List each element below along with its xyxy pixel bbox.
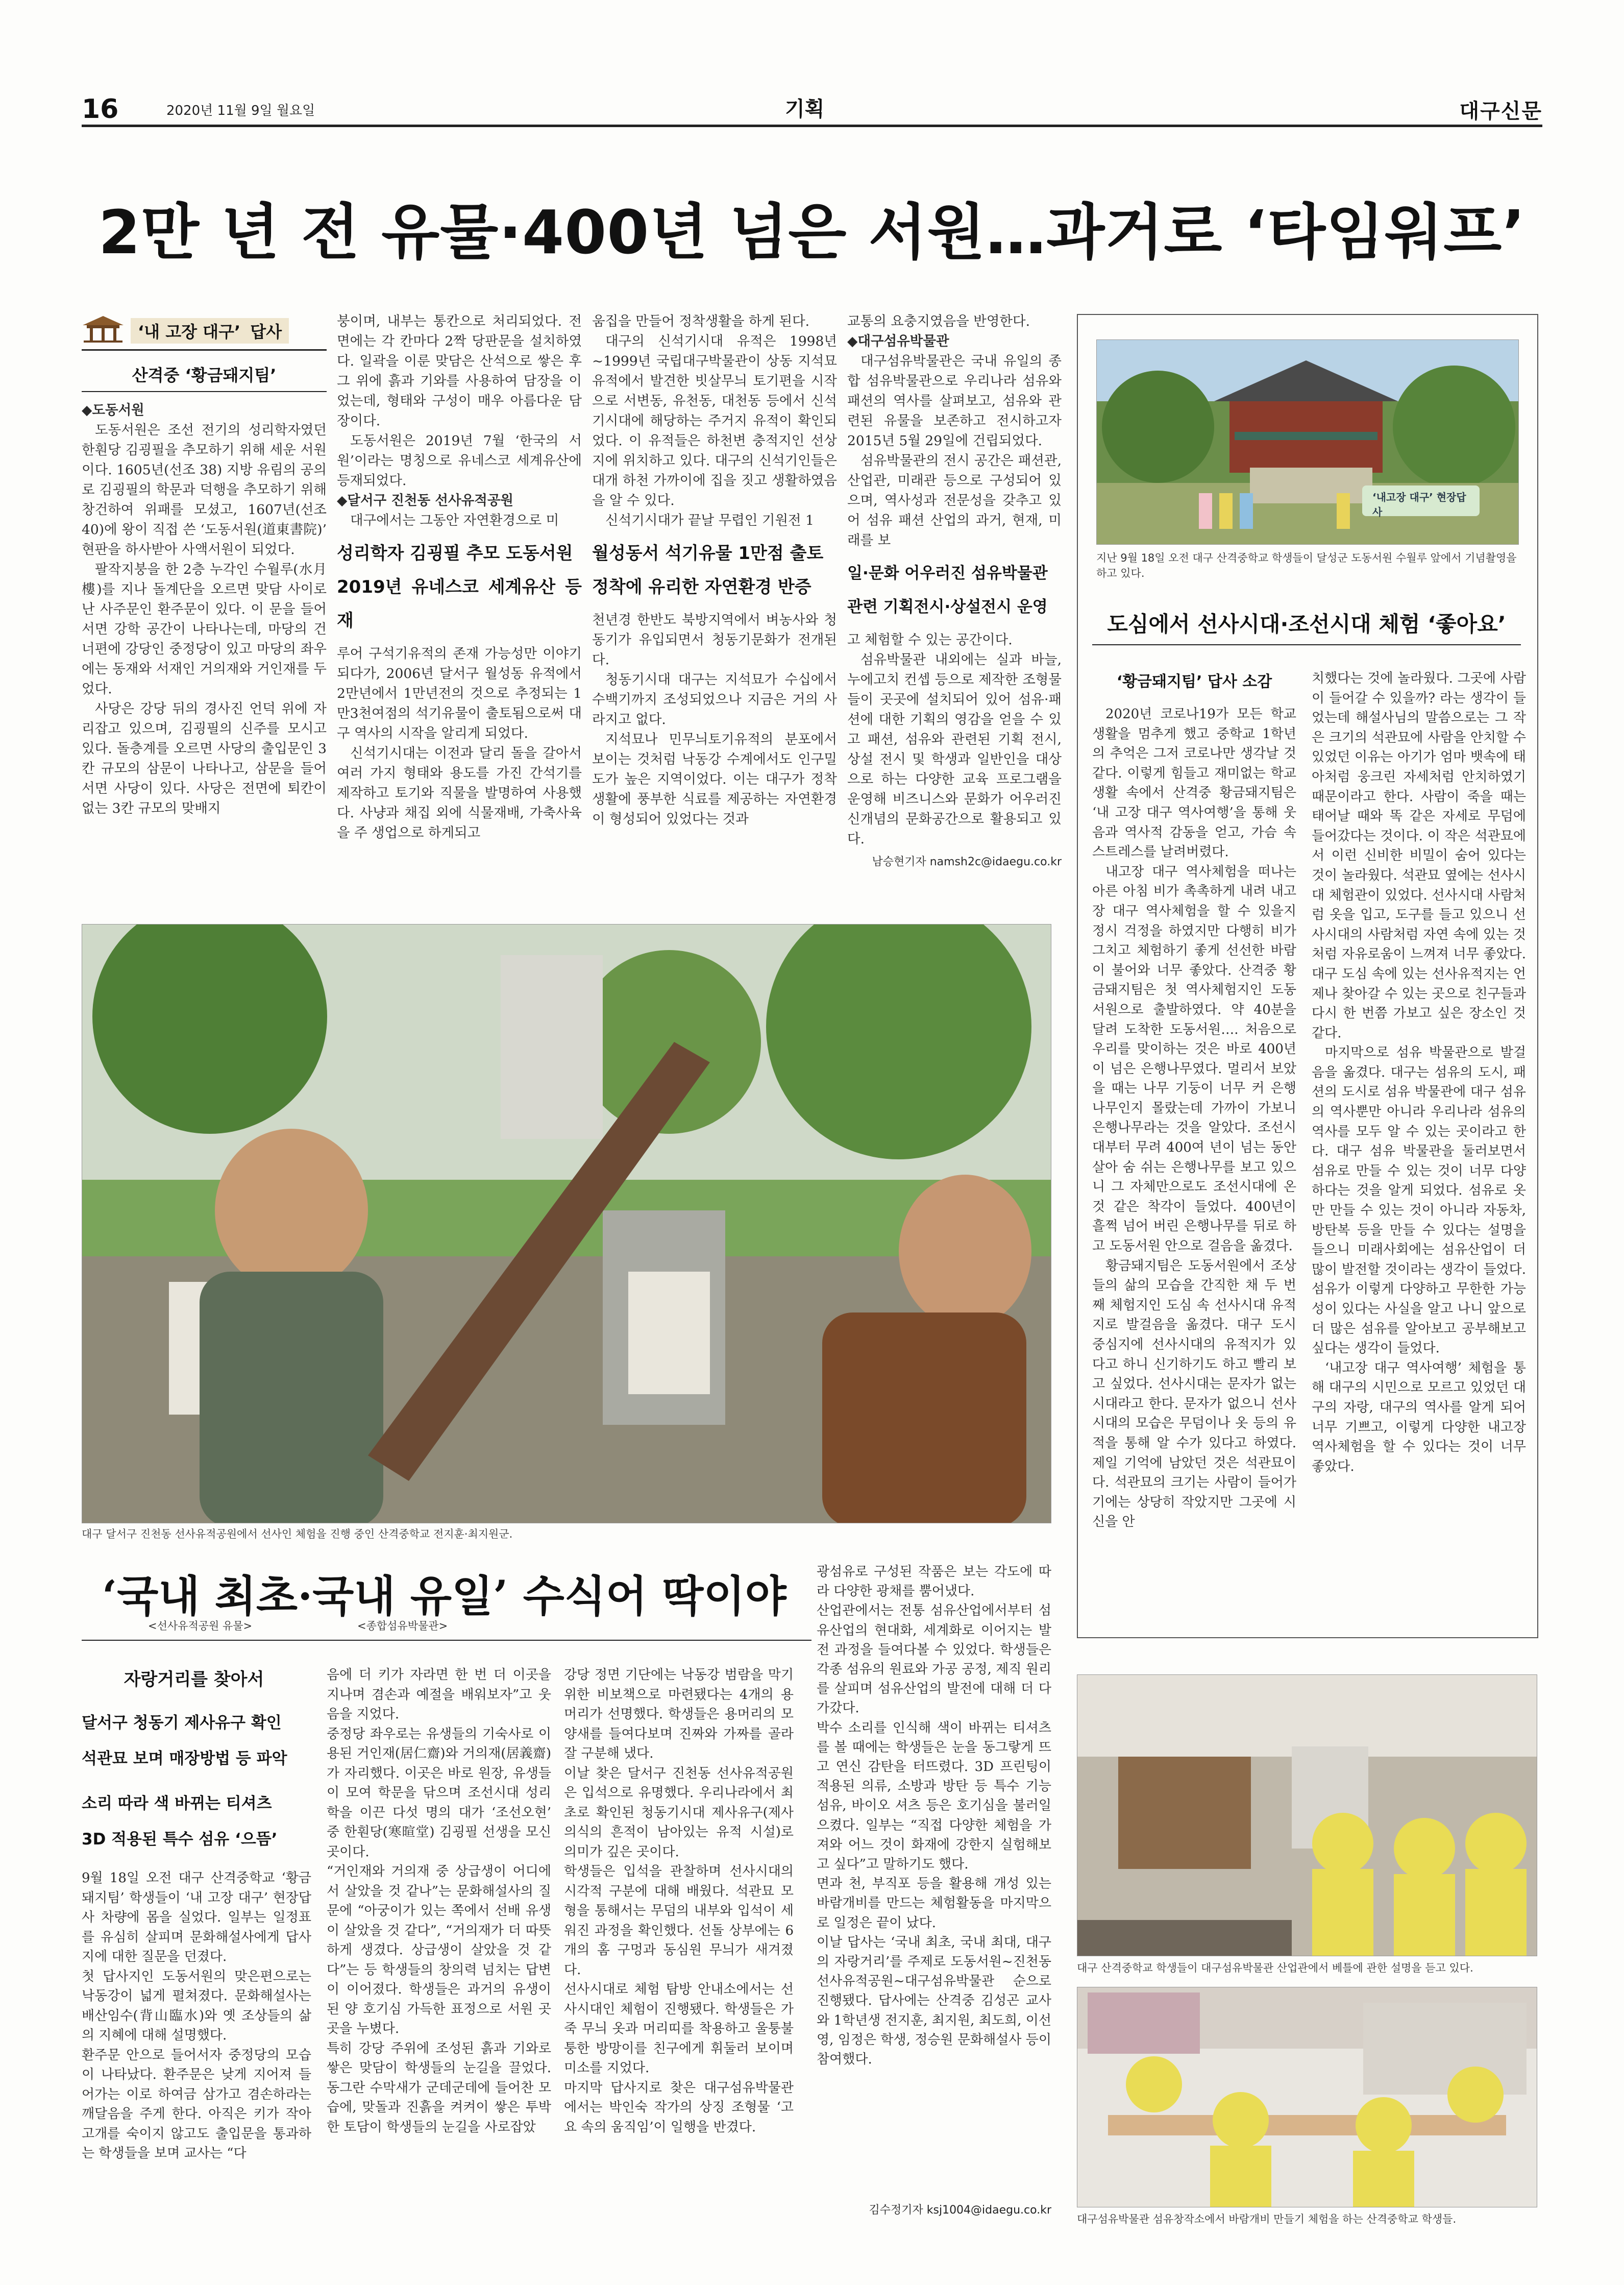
bottom-column-4: 광섬유로 구성된 작품은 보는 각도에 따라 다양한 광채를 뿜어냈다. 산업관에서는 전통 섬유산업에서부터 섬유산업의 현대화, 세계화로 이어지는 발전 과정을 들여다볼 수 있었다. 학생들은 각종 섬유의 원료와 가공 공정, 제직 원리를 살피며 섬유산업의 발전에 대해 더 다가갔다. 박수 소리를 인식해 색이 바뀌는 티셔츠를 볼 때에는 학생들은 눈을 동그랗게 뜨고 연신 감탄을 터뜨렸다. 3D 프린팅이 적용된 의류, 소방과 방탄 등 특수 기능 섬유, 바이오 셔츠 등은 호기심을 불러일으켰다. 일부는 “직접 다양한 체험을 가져와 어느 것이 화재에 강한지 실험해보고 싶다”고 말하기도 했다. 면과 천, 부직포 등을 활용해 개성 있는 바람개비를 만드는 체험활동을 마지막으로 일정은 끝이 났다. 이날 답사는 ‘국내 최초, 국내 최대, 대구의 자랑거리’를 주제로 도동서원~진천동 선사유적공원~대구섬유박물관 순으로 진행됐다. 답사에는 산격중 김성곤 교사와 1학년생 전지훈, 최지원, 최도희, 이선영, 임정은 학생, 정승원 문화해설사 등이 참여했다. <box>817 1564 1051 2068</box>
paragraph: 교통의 요충지였음을 반영한다. <box>847 313 1030 329</box>
subhead: 2019년 유네스코 세계유산 등재 <box>337 577 582 631</box>
photo-caption: 대구 달서구 진천동 선사유적공원에서 선사인 체험을 진행 중인 산격중학교 전지훈·최지원군. <box>82 1528 513 1540</box>
team-rule <box>82 391 327 392</box>
paragraph: 신석기시대는 이전과 달리 돌을 갈아서 여러 가지 형태와 용도를 가진 간석기를 제작하고 토기와 직물을 발명하여 사용했다. 사냥과 채집 외에 식물재배, 가축사육을 주 생업으로 하게되고 <box>337 745 582 841</box>
paragraph: 고 체험할 수 있는 공간이다. <box>847 632 1013 648</box>
paragraph: 팔작지붕을 한 2층 누각인 수월루(水月樓)를 지나 돌계단을 오르면 맞담 사이로 난 사주문인 환주문이 있다. 이 문을 들어서면 강학 공간이 나타나는데, 마당의 건너편에 강당인 중정당이 있고 마당의 좌우에는 동재와 서재인 거의재와 거인재를 두었다. <box>82 562 327 697</box>
subhead: 관련 기획전시·상설전시 운영 <box>847 598 1048 616</box>
article-column-1 <box>82 400 327 818</box>
review-column-2 <box>1312 669 1526 1476</box>
main-headline: 2만 년 전 유물·400년 넘은 서원…과거로 ‘타임워프’ <box>98 197 1526 268</box>
subhead: 정착에 유리한 자연환경 반증 <box>592 577 811 597</box>
section-heading-museum: ◆대구섬유박물관 <box>847 333 949 349</box>
badge-rule <box>82 349 327 351</box>
section-rule <box>82 1640 811 1641</box>
series-name: ‘내 고장 대구’ <box>138 322 241 342</box>
section-heading-dodong: ◆도동서원 <box>82 402 144 418</box>
subhead: 성리학자 김굉필 추모 도동서원 <box>337 543 573 564</box>
article-column-3 <box>592 311 837 829</box>
paragraph: 2020년 코로나19가 모든 학교생활을 멈추게 했고 중학교 1학년의 추억은 그저 코로나만 생각날 것 같다. 이렇게 힘들고 재미없는 학교생활 속에서 산격중 황금돼지팀은 ‘내 고장 대구 역사여행’을 통해 웃음과 역사적 감동을 얻고, 가슴 속 스트레스를 날려버렸다. <box>1092 707 1296 860</box>
paragraph: 섬유박물관 내외에는 실과 바늘, 누에고치 컨셉 등으로 제작한 조형물들이 곳곳에 설치되어 있어 섬유·패션에 대한 기획의 영감을 얻을 수 있고 패션, 섬유와 관련된 기획 전시, 상설 전시 및 학생과 일반인을 대상으로 하는 다양한 교육 프로그램을 운영해 비즈니스와 문화가 어우러진 신개념의 문화공간으로 활용되고 있다. <box>847 652 1062 847</box>
photo-textile-loom <box>1077 1674 1537 1956</box>
paragraph: 내고장 대구 역사체험을 떠나는 아른 아침 비가 촉촉하게 내려 내고장 대구 역사체험을 할 수 있을지 정시 걱정을 하였지만 다행히 비가 그치고 체험하기 좋게 선선한 바람이 불어와 너무 좋았다. 산격중 황금돼지팀은 첫 역사체험지인 도동서원으로 출발하였다. 약 40분을 달려 도착한 도동서원…. 처음으로 우리를 맞이하는 것은 바로 400년이 넘은 은행나무였다. 멀리서 보았을 때는 나무 기둥이 너무 커 은행나무인지 몰랐는데 가까이 가보니 은행나무라는 것을 알았다. 조선시대부터 무려 400여 년이 넘는 동안 살아 숨 쉬는 은행나무를 보고 있으니 그 자체만으로도 조선시대에 온 것 같은 착각이 들었다. 400년이 흘쩍 넘어 버린 은행나무를 뒤로 하고 도동서원 안으로 걸음을 옮겼다. <box>1092 864 1296 1254</box>
subhead: 석관묘 보며 매장방법 등 파악 <box>82 1749 287 1768</box>
section-name: 기획 <box>785 98 825 121</box>
photo-caption: 대구 산격중학교 학생들이 대구섬유박물관 산업관에서 베틀에 관한 설명을 듣고 있다. <box>1077 1962 1473 1974</box>
byline: 김수정기자 ksj1004@idaegu.co.kr <box>869 2204 1051 2217</box>
paragraph: 대구섬유박물관은 국내 유일의 종합 섬유박물관으로 우리나라 섬유와 패션의 역사를 살펴보고, 섬유와 관련된 유물을 보존하고 전시하고자 2015년 5월 29일에 건립되었다. <box>847 353 1062 449</box>
newspaper-logo: 대구신문 <box>1459 100 1542 123</box>
subhead-block <box>337 537 582 638</box>
paragraph: 대구의 신석기시대 유적은 1998년~1999년 국립대구박물관이 상동 지석묘 유적에서 발견한 빗살무늬 토기편을 시작으로 서변동, 유천동, 대천동 등에서 신석기시대에 해당하는 주거지 유적이 확인되었다. 이 유적들은 하천변 충적지인 선상지에 위치하고 있다. 대구의 신석기인들은 대개 하천 가까이에 집을 짓고 생활하였음을 알 수 있다. <box>592 333 837 508</box>
paragraph: 사당은 강당 뒤의 경사진 언덕 위에 자리잡고 있으며, 김굉필의 신주를 모시고 있다. 돌층계를 오르면 사당의 출입문인 3칸 규모의 삼문이 나타나고, 삼문을 들어서면 사당이 있다. 사당은 전면에 퇴칸이 없는 3칸 규모의 맞배지 <box>82 701 327 816</box>
photo-prehistoric-experience <box>82 924 1051 1523</box>
article-column-2 <box>337 311 582 843</box>
bottom-column-2: 음에 더 키가 자라면 한 번 더 이곳을 지나며 겸손과 예절을 배워보자”고 웃음을 지었다. 중정당 좌우로는 유생들의 기숙사로 이용된 거인재(居仁齋)와 거의재(居義齋)가 자리했다. 이곳은 바로 원장, 유생들이 모여 학문을 닦으며 조선시대 성리학을 이끈 다섯 명의 대가 ‘조선오현’ 중 한훤당(寒暄堂) 김굉필 선생을 모신 곳이다. “거인재와 거의재 중 상급생이 어디에서 살았을 것 같나”는 문화해설사의 질문에 “아궁이가 있는 쪽에서 선배 유생이 살았을 것 같다”, “거의재가 더 따뜻하게 생겼다. 상급생이 살았을 것 같다”는 등 학생들의 창의력 넘치는 답변이 이어졌다. 학생들은 과거의 유생이 된 양 호기심 가득한 표정으로 서원 곳곳을 누볐다. 특히 강당 주위에 조성된 흙과 기와로 쌓은 맞담이 학생들의 눈길을 끌었다. 동그란 수막새가 군데군데에 들어찬 모습에, 맞돌과 진흙을 켜켜이 쌓은 투박한 토담이 학생들의 눈길을 사로잡았 <box>327 1667 551 2135</box>
photo-caption: 지난 9월 18일 오전 대구 산격중학교 학생들이 달성군 도동서원 수월루 앞에서 기념촬영을 하고 있다. <box>1096 552 1517 579</box>
subhead-block <box>847 556 1062 624</box>
paragraph: 도동서원은 조선 전기의 성리학자였던 한훤당 김굉필을 추모하기 위해 세운 서원이다. 1605년(선조 38) 지방 유림의 공의로 김굉필의 학문과 덕행을 추모하기 위해 창건하여 위패를 모셨고, 1607년(선조 40)에 왕이 직접 쓴 ‘도동서원(道東書院)’ 현판을 하사받아 사액서원이 되었다. <box>82 422 327 557</box>
article-column-4 <box>847 311 1062 872</box>
paragraph: 루어 구석기유적의 존재 가능성만 이야기되다가, 2006년 달서구 월성동 유적에서 2만년에서 1만년전의 것으로 추정되는 1만3천여점의 석기유물이 출토됨으로써 대구 역사의 시작을 알리게 되었다. <box>337 646 582 741</box>
paragraph: 붕이며, 내부는 통칸으로 처리되었다. 전면에는 각 칸마다 2짝 당판문을 설치하였다. 일곽을 이룬 맞담은 산석으로 쌓은 후 그 위에 흙과 기와를 사용하여 담장을 이었는데, 형태와 구성이 매우 아름다운 담장이다. <box>337 313 582 429</box>
paragraph: ‘내고장 대구 역사여행’ 체험을 통해 대구의 시민으로 모르고 있었던 대구의 자랑, 대구의 역사를 알게 되어 너무 기쁘고, 이렇게 다양한 내고장 역사체험을 할 수 있다는 것이 너무 좋았다. <box>1312 1360 1526 1474</box>
bottom-column-3: 강당 정면 기단에는 낙동강 범람을 막기 위한 비보책으로 마련됐다는 4개의 용머리가 선명했다. 학생들은 용머리의 모양새를 들여다보며 진짜와 가짜를 골라 잘 구분해 냈다. 이날 찾은 달서구 진천동 선사유적공원은 입석으로 유명했다. 우리나라에서 최초로 확인된 청동기시대 제사유구(제사의식의 흔적이 남아있는 유적 시설)로 의미가 깊은 곳이다. 학생들은 입석을 관찰하며 선사시대의 시각적 구분에 대해 배웠다. 석관묘 모형을 통해서는 무덤의 내부와 입석이 세워진 과정을 확인했다. 선돌 상부에는 6개의 홈 구멍과 동심원 무늬가 새겨졌다. 선사시대로 체험 탐방 안내소에서는 선사시대인 체험이 진행됐다. 학생들은 가죽 무늬 옷과 머리띠를 착용하고 울퉁불퉁한 방망이를 친구에게 휘둘러 보이며 미소를 지었다. 마지막 답사지로 찾은 대구섬유박물관에서는 박인숙 작가의 상징 조형물 ‘고요 속의 움직임’이 일행을 반겼다. <box>564 1667 794 2135</box>
photo-caption: 대구섬유박물관 섬유창작소에서 바람개비 만들기 체험을 하는 산격중학교 학생들. <box>1077 2213 1457 2225</box>
paragraph: 섬유박물관의 전시 공간은 패션관, 산업관, 미래관 등으로 구성되어 있으며, 역사성과 전문성을 갖추고 있어 섬유 패션 산업의 과거, 현재, 미래를 보 <box>847 453 1062 548</box>
subhead: 소리 따라 색 바뀌는 티셔츠 <box>82 1794 272 1813</box>
series-badge <box>82 314 327 345</box>
box-title: 도심에서 선사시대·조선시대 체험 ‘좋아요’ <box>1107 612 1506 637</box>
paragraph: 황금돼지팀은 도동서원에서 조상들의 삶의 모습을 간직한 채 두 번째 체험지인 도심 속 선사시대 유적지로 발걸음을 옮겼다. 대구 도시 중심지에 선사시대의 유적지가 있다고 하니 신기하기도 하고 빨리 보고 싶었다. 선사시대는 문자가 없는 시대라고 한다. 문자가 없으니 선사시대의 모습은 무덤이나 옷 등의 유적을 통해 알 수가 있다고 하였다. 제일 기억에 남았던 것은 석관묘이다. 석관묘의 크기는 사람이 들어가기에는 상당히 작았지만 그곳에 시신을 안 <box>1092 1258 1296 1530</box>
second-headline: ‘국내 최초·국내 유일’ 수식어 딱이야 <box>102 1571 786 1621</box>
paragraph: 청동기시대 대구는 지석묘가 수십에서 수백기까지 조성되었으나 지금은 거의 사라지고 없다. <box>592 672 837 727</box>
series-suffix: 답사 <box>250 322 282 342</box>
issue-date: 2020년 11월 9일 월요일 <box>166 103 315 118</box>
review-title: ‘황금돼지팀’ 답사 소감 <box>1116 673 1272 691</box>
paragraph: 신석기시대가 끝날 무렵인 기원전 1 <box>605 513 814 528</box>
paragraph: 도동서원은 2019년 7월 ‘한국의 서원’이라는 명칭으로 유네스코 세계유산에 등재되었다. <box>337 433 582 489</box>
photo-pinwheel-workshop <box>1077 1987 1537 2207</box>
page-number: 16 <box>82 94 119 125</box>
paragraph: 마지막으로 섬유 박물관으로 발걸음을 옮겼다. 대구는 섬유의 도시, 패션의 도시로 섬유 박물관에 대구 섬유의 역사뿐만 아니라 우리나라 섬유의 역사를 모두 알 수 있는 곳이라고 한다. 대구 섬유 박물관을 둘러보면서 섬유로 만들 수 있는 것이 너무 다양하다는 것을 알게 되었다. 섬유로 옷만 만들 수 있는 것이 아니라 자동차, 방탄복 등을 만들 수 있다는 설명을 들으니 미래사회에는 섬유산업이 더 많이 발전할 것이라는 생각이 들었다. 섬유가 이렇게 다양하고 무한한 가능성이 있다는 사실을 알고 나니 앞으로 더 많은 섬유를 알아보고 공부해보고 싶다는 생각이 들었다. <box>1312 1045 1526 1356</box>
bottom-column-1: 9월 18일 오전 대구 산격중학교 ‘황금돼지팀’ 학생들이 ‘내 고장 대구’ 현장답사 차량에 몸을 실었다. 일부는 일정표를 유심히 살피며 문화해설사에게 답사지에 대한 질문을 던졌다. 첫 답사지인 도동서원의 맞은편으로는 낙동강이 넓게 펼쳐졌다. 문화해설사는 배산임수(背山臨水)와 옛 조상들의 삶의 지혜에 대해 설명했다. 환주문 안으로 들어서자 중정당의 모습이 나타났다. 환주문은 낮게 지어져 들어가는 이로 하여금 삼가고 겸손하라는 깨달음을 주게 한다. 아직은 키가 작아 고개를 숙이지 않고도 출입문을 통과하는 학생들을 보며 교사는 “다 <box>82 1870 311 2161</box>
image-tag-right: <종합섬유박물관> <box>357 1620 448 1632</box>
bottom-subheads <box>82 1705 311 1857</box>
paragraph: 천년경 한반도 북방지역에서 벼농사와 청동기가 유입되면서 청동기문화가 전개된다. <box>592 612 837 668</box>
photo-dodong-seowon <box>1096 339 1519 545</box>
review-column-1 <box>1092 704 1296 1532</box>
paragraph: 움집을 만들어 정착생활을 하게 된다. <box>592 313 810 329</box>
header-rule <box>82 125 1542 127</box>
subhead: 3D 적용된 특수 섬유 ‘으뜸’ <box>82 1830 278 1849</box>
subhead: 일·문화 어우러진 섬유박물관 <box>847 564 1048 582</box>
paragraph: 지석묘나 민무늬토기유적의 분포에서 보이는 것처럼 낙동강 수계에서도 인구밀도가 높은 지역이었다. 이는 대구가 정착생활에 풍부한 식료를 제공하는 자연환경이 형성되어 있었다는 것과 <box>592 732 837 827</box>
building-icon <box>82 314 125 343</box>
byline: 남승현기자 namsh2c@idaegu.co.kr <box>872 856 1062 868</box>
paragraph: 대구에서는 그동안 자연환경으로 미 <box>350 513 559 528</box>
kicker: 자랑거리를 찾아서 <box>124 1669 264 1690</box>
box-title-rule <box>1092 644 1521 645</box>
photo-banner-text: ‘내고장 대구’ 현장답사 <box>1372 491 1466 518</box>
team-title: 산격중 ‘황금돼지팀’ <box>132 366 277 385</box>
section-heading-seonsa: ◆달서구 진천동 선사유적공원 <box>337 493 514 508</box>
subhead: 달서구 청동기 제사유구 확인 <box>82 1714 282 1732</box>
subhead-block <box>592 537 837 604</box>
image-tag-left: <선사유적공원 유물> <box>148 1620 253 1632</box>
subhead: 월성동서 석기유물 1만점 출토 <box>592 543 824 564</box>
paragraph: 치했다는 것에 놀라웠다. 그곳에 사람이 들어갈 수 있을까? 라는 생각이 들었는데 해설사님의 말씀으로는 그 작은 크기의 석관묘에 사람을 안치할 수 있었던 이유는 아기가 엄마 뱃속에 태아처럼 웅크린 자세처럼 안치하였기 때문이라고 한다. 사람이 죽을 때는 태어날 때와 똑 같은 자세로 무덤에 들어갔다는 것이다. 이 작은 석관묘에서 이런 신비한 비밀이 숨어 있다는 것이 놀라웠다. 석관묘 옆에는 선사시대 체험관이 있었다. 선사시대 사람처럼 옷을 입고, 도구를 들고 있으니 선사시대의 사람처럼 자연 속에 있는 것처럼 자유로움이 느껴져 너무 좋았다. 대구 도심 속에 있는 선사유적지는 언제나 찾아갈 수 있는 곳으로 친구들과 다시 한 번쯤 가보고 싶은 장소인 것 같다. <box>1312 671 1526 1041</box>
